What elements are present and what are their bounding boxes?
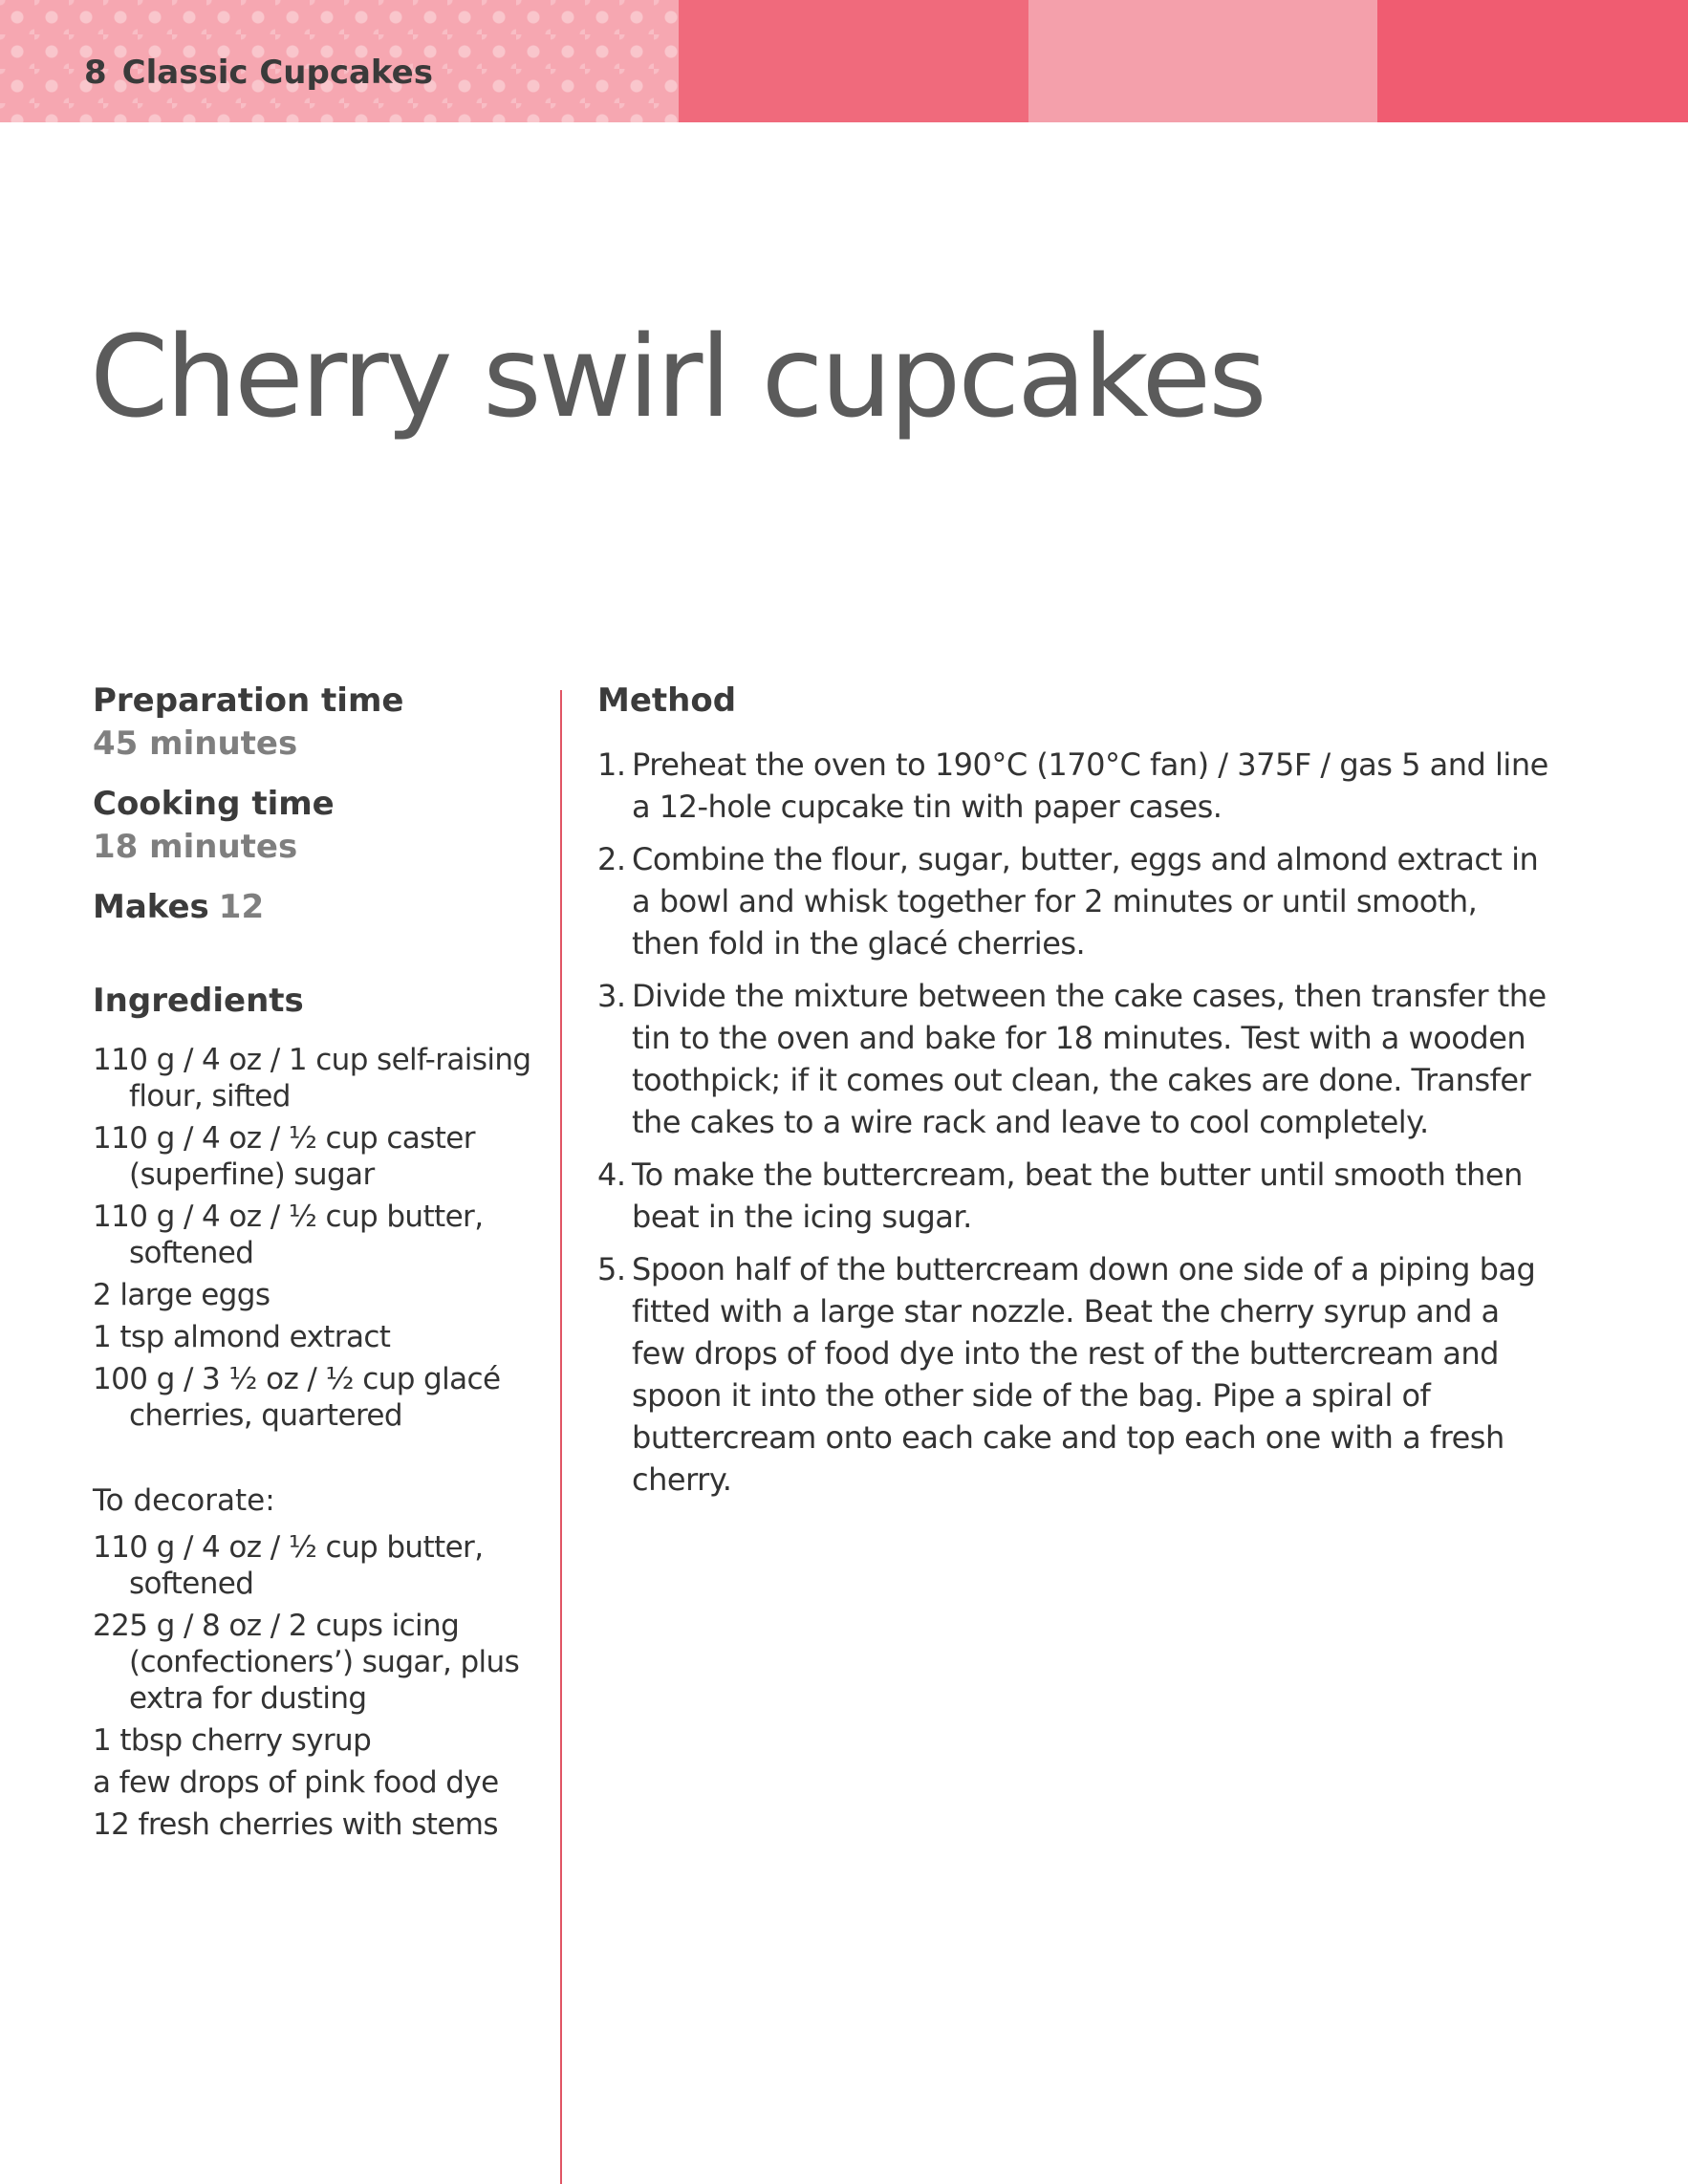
cook-time-label: Cooking time xyxy=(93,785,335,823)
prep-time-label: Preparation time xyxy=(93,681,404,720)
makes-label: Makes xyxy=(93,888,209,926)
makes-line xyxy=(93,885,542,929)
step-number: 5. xyxy=(597,1251,626,1287)
header-band-segment xyxy=(1028,0,1377,122)
method-step xyxy=(597,1154,1553,1238)
method-heading: Method xyxy=(597,681,737,720)
method-step xyxy=(597,744,1553,828)
step-number: 4. xyxy=(597,1157,626,1193)
page-title: Cherry swirl cupcakes xyxy=(90,311,1265,443)
decorate-item: 1 tbsp cherry syrup xyxy=(93,1723,372,1758)
header-band-segment xyxy=(679,0,1028,122)
decorate-list xyxy=(93,1529,542,1843)
method-step xyxy=(597,975,1553,1143)
header-band-segment xyxy=(1377,0,1688,122)
cook-time-block xyxy=(93,782,542,868)
decorate-item: 225 g / 8 oz / 2 cups icing (confectioners’) sugar, plus extra for dusting xyxy=(93,1609,520,1716)
running-head xyxy=(84,54,433,92)
decorate-item: 110 g / 4 oz / ½ cup butter, softened xyxy=(93,1530,484,1601)
prep-time-value: 45 minutes xyxy=(93,724,298,763)
decorate-item: a few drops of pink food dye xyxy=(93,1765,499,1800)
ingredient-item: 2 large eggs xyxy=(93,1278,271,1312)
column-divider xyxy=(560,690,562,2184)
method-section xyxy=(597,679,1553,1511)
method-steps xyxy=(597,744,1553,1501)
decorate-item: 12 fresh cherries with stems xyxy=(93,1807,498,1842)
recipe-sidebar xyxy=(93,679,542,1849)
step-number: 3. xyxy=(597,978,626,1014)
ingredients-heading: Ingredients xyxy=(93,982,304,1020)
ingredient-item: 110 g / 4 oz / ½ cup caster (superfine) sugar xyxy=(93,1121,475,1192)
prep-time-block xyxy=(93,679,542,765)
step-number: 2. xyxy=(597,841,626,877)
ingredients-list xyxy=(93,1042,542,1434)
step-text: To make the buttercream, beat the butter until smooth then beat in the icing sugar. xyxy=(632,1157,1523,1235)
cook-time-value: 18 minutes xyxy=(93,828,298,866)
step-text: Divide the mixture between the cake cases, then transfer the tin to the oven and bake for 18 minutes. Test with a wooden toothpick; if it comes out clean, the cakes are done. Transfer the cakes to a wire rack and leave to cool completely. xyxy=(632,978,1547,1140)
ingredient-item: 100 g / 3 ½ oz / ½ cup glacé cherries, quartered xyxy=(93,1362,501,1433)
ingredient-item: 110 g / 4 oz / ½ cup butter, softened xyxy=(93,1200,484,1270)
step-text: Preheat the oven to 190°C (170°C fan) / 375F / gas 5 and line a 12-hole cupcake tin with paper cases. xyxy=(632,746,1548,825)
method-step xyxy=(597,838,1553,964)
ingredient-item: 110 g / 4 oz / 1 cup self-raising flour, sifted xyxy=(93,1043,531,1114)
page-number: 8 xyxy=(84,54,107,92)
decorate-heading: To decorate: xyxy=(93,1483,275,1518)
step-number: 1. xyxy=(597,746,626,783)
ingredient-item: 1 tsp almond extract xyxy=(93,1320,391,1354)
method-step xyxy=(597,1248,1553,1501)
step-text: Spoon half of the buttercream down one side of a piping bag fitted with a large star nozzle. Beat the cherry syrup and a few drops of food dye into the rest of the buttercream and spoon it into the other side of the bag. Pipe a spiral of buttercream onto each cake and top each one with a fresh cherry. xyxy=(632,1251,1536,1498)
step-text: Combine the flour, sugar, butter, eggs and almond extract in a bowl and whisk together for 2 minutes or until smooth, then fold in the glacé cherries. xyxy=(632,841,1539,962)
section-title: Classic Cupcakes xyxy=(121,54,433,92)
makes-value: 12 xyxy=(218,888,265,926)
